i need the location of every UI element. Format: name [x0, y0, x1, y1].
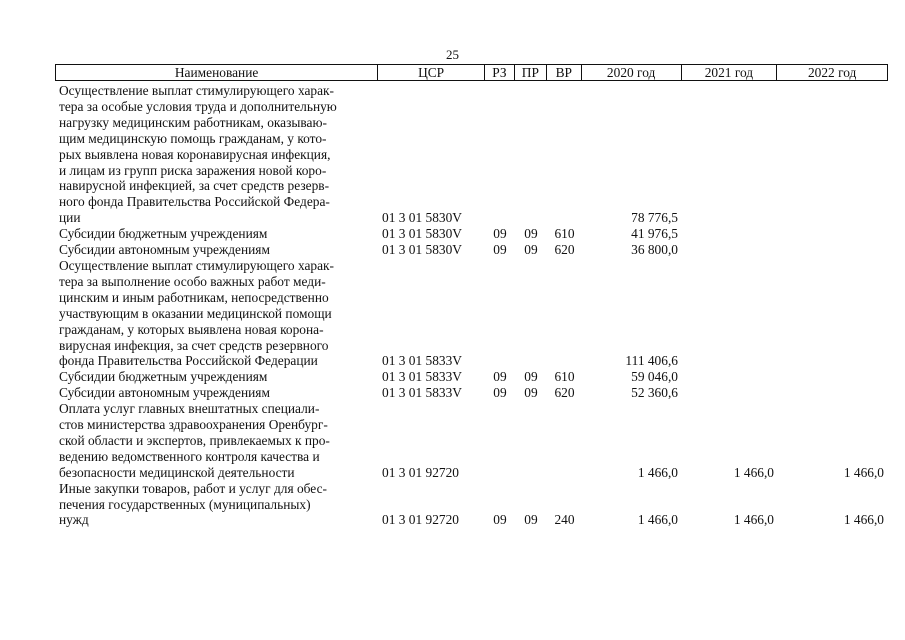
row-csr: 01 3 01 92720: [382, 464, 459, 480]
row-rz: 09: [493, 385, 507, 401]
table-row: [55, 83, 888, 226]
row-csr: 01 3 01 5833V: [382, 353, 462, 369]
header-2021: 2021 год: [682, 65, 778, 80]
row-vr: 610: [554, 369, 575, 385]
page-number: 25: [446, 47, 459, 62]
row-rz: 09: [493, 369, 507, 385]
row-name: Субсидии автономным учреждениям: [59, 385, 270, 401]
row-pr: 09: [524, 512, 538, 528]
row-2021: 1 466,0: [733, 464, 774, 480]
row-2020: 52 360,6: [631, 385, 678, 401]
row-csr: 01 3 01 5830V: [382, 210, 462, 226]
row-2020: 111 406,6: [625, 353, 678, 369]
table-header: [55, 64, 888, 81]
table-row: [55, 401, 888, 481]
row-2020: 78 776,5: [631, 210, 678, 226]
row-name: Оплата услуг главных внештатных специали- стов министерства здравоохранения Оренбург- ской области и экспертов, привлекаемых к про- ведению ведомственного контроля качества и безопасности медицинской деятельности: [59, 401, 330, 480]
table-row: [55, 226, 888, 242]
row-vr: 620: [554, 242, 575, 258]
row-csr: 01 3 01 92720: [382, 512, 459, 528]
row-csr: 01 3 01 5833V: [382, 385, 462, 401]
header-2020: 2020 год: [582, 65, 682, 80]
row-csr: 01 3 01 5830V: [382, 226, 462, 242]
header-name: Наименование: [56, 65, 378, 80]
row-pr: 09: [524, 385, 538, 401]
row-name: Осуществление выплат стимулирующего харак- тера за особые условия труда и дополнительную нагрузку медицинским работникам, оказываю- щим медицинскую помощь гражданам, у кото- рых выявлена новая коронавирусная инфекция, и лицам из групп риска заражения новой коро- навирусной инфекцией, за счет средств резерв- ного фонда Правительства Российской Федера- ции: [59, 83, 337, 226]
table-row: [55, 258, 888, 369]
row-vr: 240: [554, 512, 575, 528]
row-rz: 09: [493, 242, 507, 258]
row-pr: 09: [524, 369, 538, 385]
row-2020: 1 466,0: [637, 464, 678, 480]
row-2020: 41 976,5: [631, 226, 678, 242]
header-2022: 2022 год: [807, 65, 857, 80]
row-vr: 620: [554, 385, 575, 401]
row-csr: 01 3 01 5830V: [382, 242, 462, 258]
row-2022: 1 466,0: [843, 464, 884, 480]
header-rz: РЗ: [485, 65, 515, 80]
row-rz: 09: [493, 512, 507, 528]
row-pr: 09: [524, 242, 538, 258]
row-2022: 1 466,0: [843, 512, 884, 528]
row-pr: 09: [524, 226, 538, 242]
table-row: [55, 385, 888, 401]
table-body: [55, 83, 888, 528]
row-csr: 01 3 01 5833V: [382, 369, 462, 385]
table-row: [55, 242, 888, 258]
table-row: [55, 481, 888, 529]
header-csr: ЦСР: [378, 65, 485, 80]
row-name: Иные закупки товаров, работ и услуг для обес- печения государственных (муниципальных) нужд: [59, 480, 327, 528]
row-name: Осуществление выплат стимулирующего харак- тера за выполнение особо важных работ меди- цинским и иным работникам, непосредственно участвующим в оказании медицинской помощи гражданам, у которых выявлена новая корона- вирусная инфекция, за счет средств резервного фонда Правительства Российской Федерации: [59, 257, 335, 369]
row-2021: 1 466,0: [733, 512, 774, 528]
row-name: Субсидии бюджетным учреждениям: [59, 369, 268, 385]
header-vr: ВР: [547, 65, 582, 80]
row-name: Субсидии автономным учреждениям: [59, 242, 270, 258]
row-rz: 09: [493, 226, 507, 242]
row-name: Субсидии бюджетным учреждениям: [59, 226, 268, 242]
header-pr: ПР: [515, 65, 547, 80]
table-row: [55, 369, 888, 385]
row-vr: 610: [554, 226, 575, 242]
row-2020: 59 046,0: [631, 369, 678, 385]
row-2020: 36 800,0: [631, 242, 678, 258]
row-2020: 1 466,0: [637, 512, 678, 528]
